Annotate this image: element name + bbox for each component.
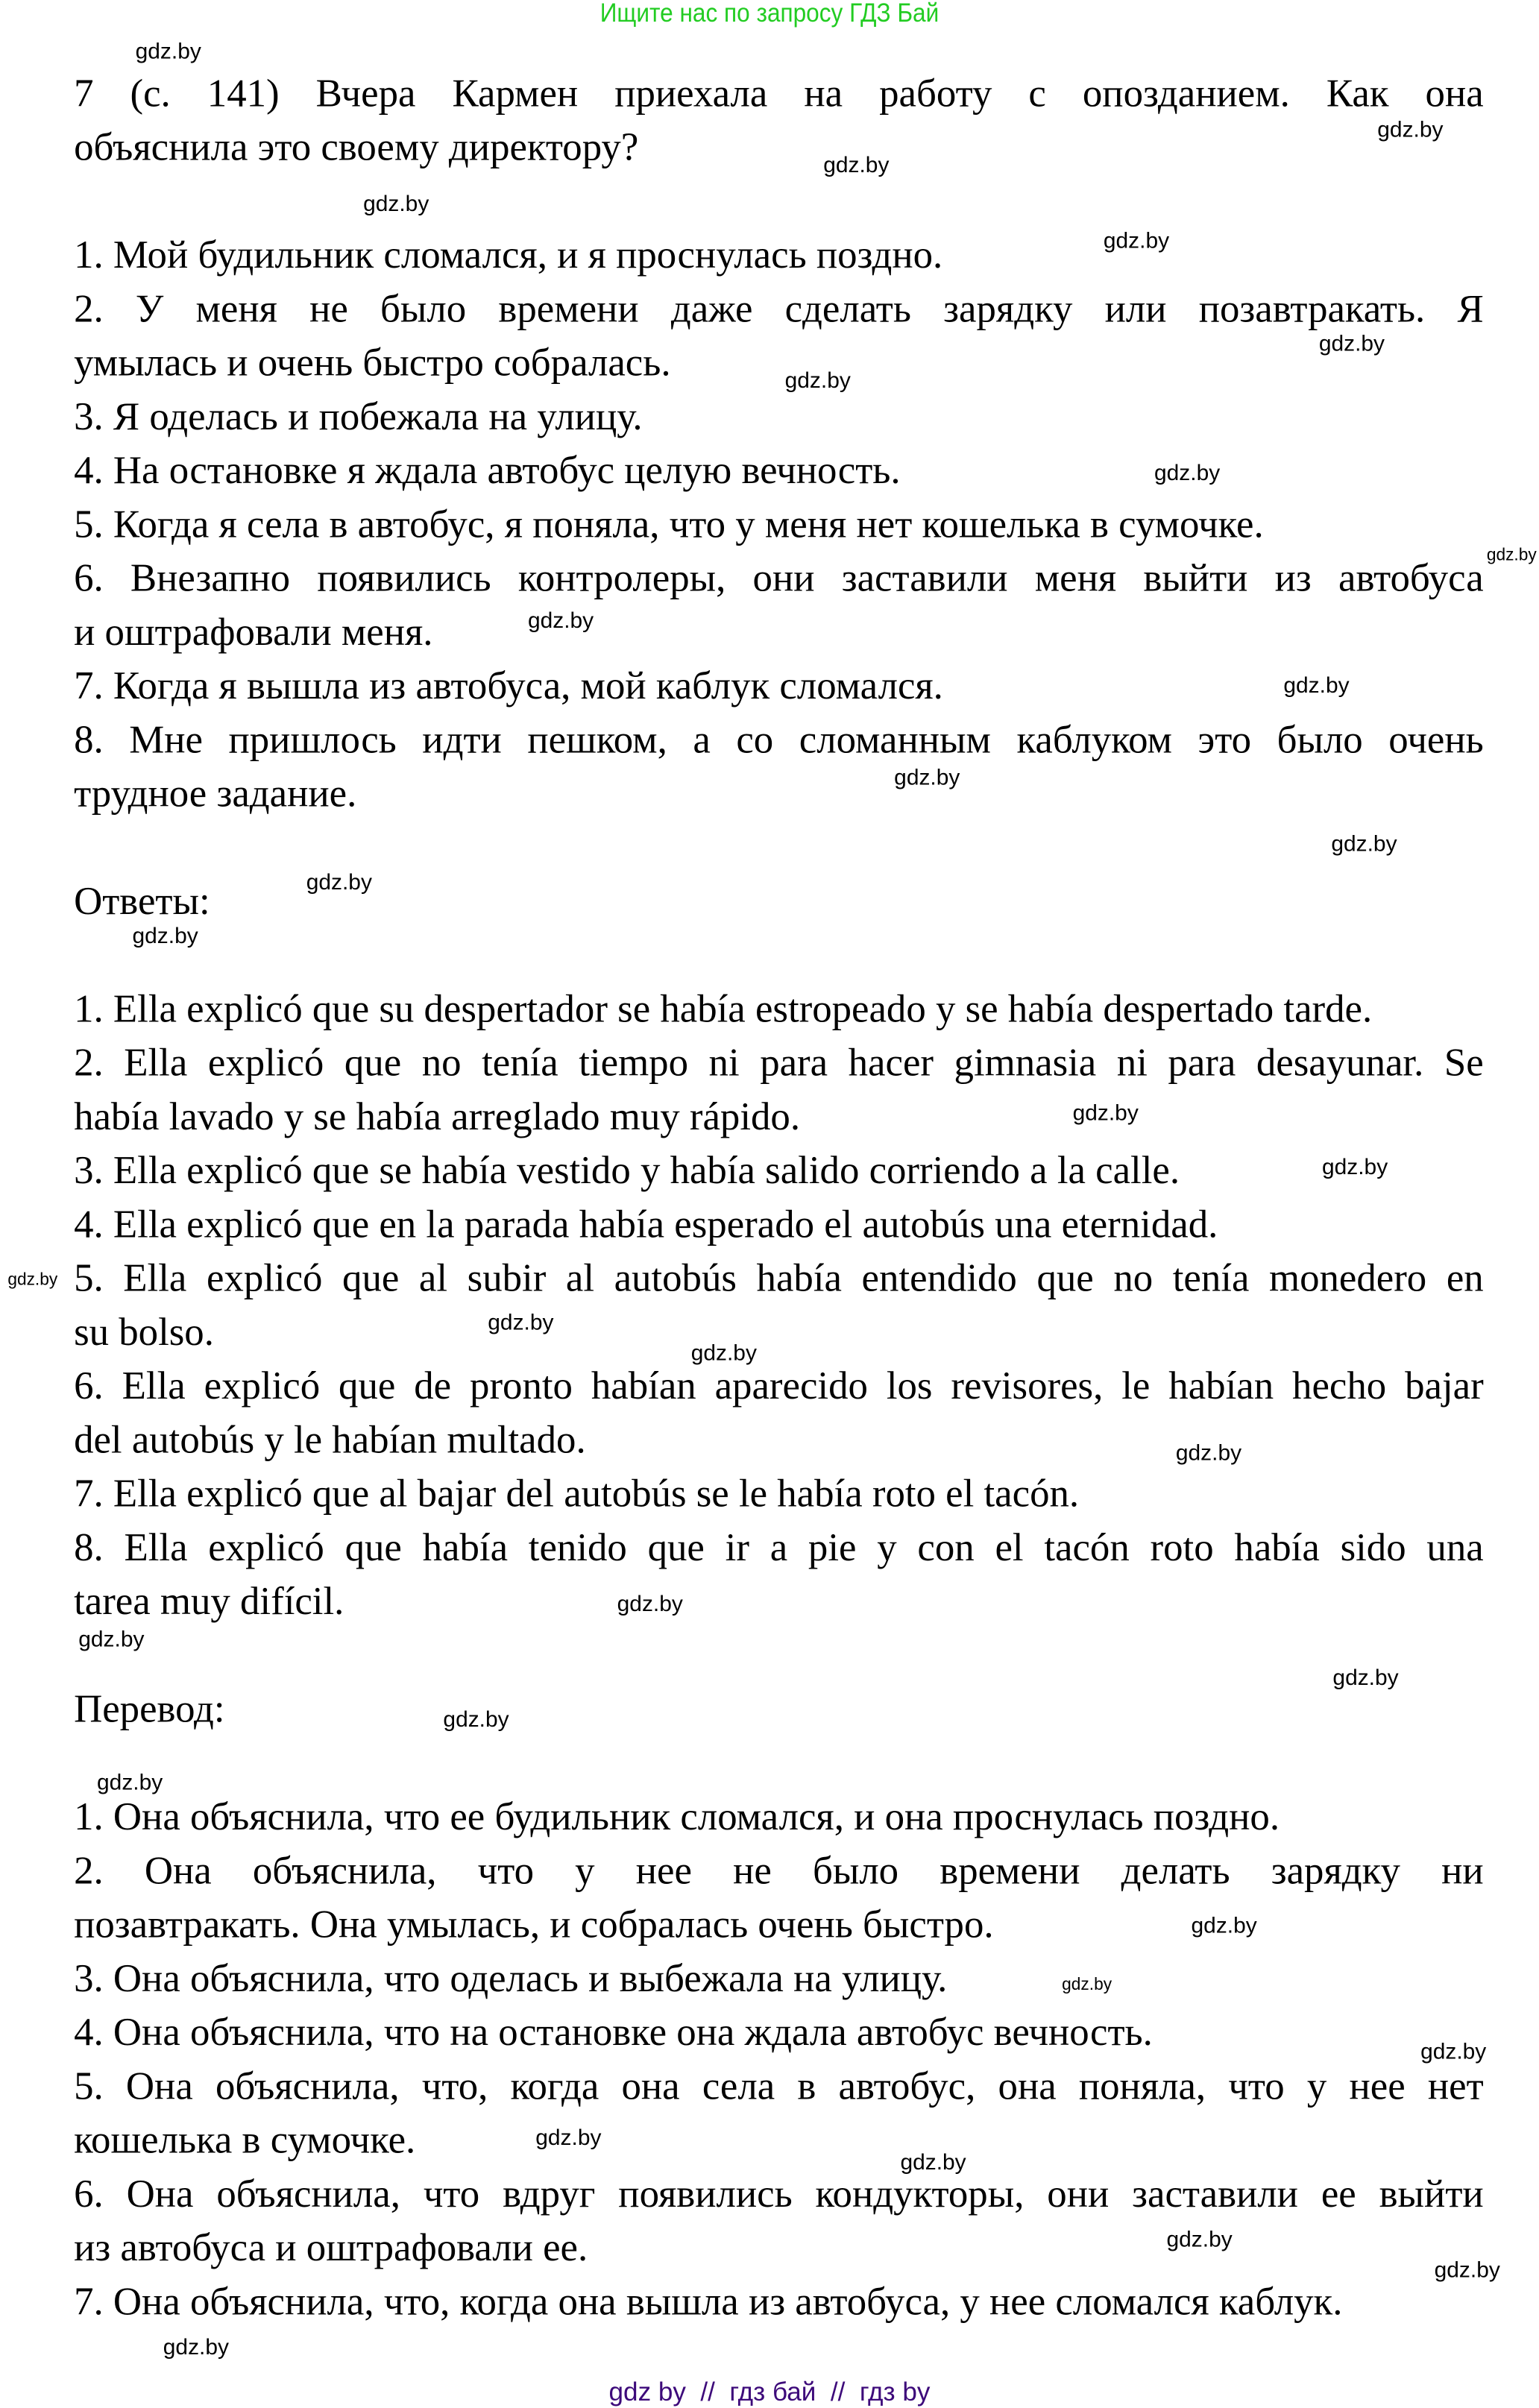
text-line: 2. У меня не было времени даже сделать зарядку или позавтракать. Я [74, 286, 1484, 331]
watermark: gdz.by [97, 1771, 163, 1796]
text-line: 4. Она объяснила, что на остановке она ждала автобус вечность. [74, 2009, 1153, 2055]
blank-line [74, 174, 1484, 227]
watermark: gdz.by [1321, 1156, 1388, 1181]
watermark: gdz.by [132, 924, 198, 950]
text-line: трудное задание. [74, 771, 357, 816]
watermark: gdz.by [78, 1627, 145, 1653]
watermark: gdz.by [1103, 229, 1170, 254]
watermark: gdz.by [894, 766, 960, 791]
search-banner[interactable]: Ищите нас по запросу ГДЗ Бай [599, 0, 940, 28]
text-line: кошелька в сумочке. [74, 2117, 416, 2162]
text-line: 3. Она объяснила, что оделась и выбежала на улицу. [74, 1955, 948, 2001]
watermark: gdz.by [1072, 1101, 1139, 1126]
watermark: gdz.by [1332, 1666, 1399, 1692]
watermark: gdz.by [1420, 2040, 1487, 2065]
watermark: gdz.by [1154, 461, 1221, 487]
text-line: 4. На остановке я ждала автобус целую вечность. [74, 447, 901, 493]
watermark: gdz.by [1331, 832, 1397, 857]
text-line: 7. Когда я вышла из автобуса, мой каблук сломался. [74, 663, 943, 708]
text-line: умылась и очень быстро собралась. [74, 340, 671, 385]
text-line: 2. Она объяснила, что у нее не было времени делать зарядку ни [74, 1847, 1484, 1893]
watermark: gdz.by [7, 1270, 58, 1290]
text-line: 5. Когда я села в автобус, я поняла, что у меня нет кошелька в сумочке. [74, 501, 1264, 546]
text-line: 7. Ella explicó que al bajar del autobús se le había roto el tacón. [74, 1471, 1080, 1516]
text-line: 8. Мне пришлось идти пешком, а со сломанным каблуком это было очень [74, 716, 1484, 762]
text-line: и оштрафовали меня. [74, 609, 433, 655]
watermark: gdz.by [1486, 546, 1537, 565]
text-line: 6. Внезапно появились контролеры, они заставили меня выйти из автобуса [74, 555, 1484, 600]
watermark: gdz.by [784, 369, 851, 394]
text-line: 6. Она объяснила, что вдруг появились кондукторы, они заставили ее выйти [74, 2171, 1484, 2216]
text-line: 1. Она объяснила, что ее будильник сломался, и она проснулась поздно. [74, 1794, 1280, 1839]
text-line: объяснила это своему директору? [74, 125, 639, 170]
watermark: gdz.by [823, 154, 890, 179]
watermark: gdz.by [1283, 674, 1350, 699]
watermark: gdz.by [1434, 2258, 1500, 2283]
text-line: 1. Ella explicó que su despertador se había estropeado y se había despertado tarde. [74, 986, 1373, 1031]
text-line: su bolso. [74, 1309, 214, 1355]
watermark: gdz.by [535, 2126, 602, 2152]
text-line: 8. Ella explicó que había tenido que ir a pie y con el tacón roto había sido una [74, 1525, 1484, 1570]
watermark: gdz.by [163, 2336, 229, 2361]
text-line: tarea muy difícil. [74, 1578, 344, 1624]
text-line: 4. Ella explicó que en la parada había esperado el autobús una eternidad. [74, 1201, 1218, 1246]
text-line: позавтракать. Она умылась, и собралась очень быстро. [74, 1902, 994, 1947]
text-line: из автобуса и оштрафовали ее. [74, 2225, 588, 2270]
blank-line [74, 1628, 1484, 1682]
watermark: gdz.by [527, 609, 594, 634]
watermark: gdz.by [363, 192, 429, 218]
watermark: gdz.by [1377, 118, 1444, 143]
document-body [74, 66, 1487, 2328]
watermark: gdz.by [306, 871, 372, 896]
text-line: Ответы: [74, 878, 210, 924]
watermark: gdz.by [1175, 1441, 1242, 1466]
watermark: gdz.by [135, 40, 201, 65]
text-line: 7 (с. 141) Вчера Кармен приехала на работу с опозданием. Как она [74, 70, 1484, 116]
text-line: 1. Мой будильник сломался, и я проснулась поздно. [74, 232, 943, 277]
watermark: gdz.by [1191, 1914, 1257, 1939]
text-line: 5. Она объяснила, что, когда она села в автобус, она поняла, что у нее нет [74, 2063, 1484, 2108]
watermark: gdz.by [617, 1592, 683, 1618]
blank-line [74, 1736, 1484, 1789]
watermark: gdz.by [1062, 1976, 1112, 1994]
text-line: 3. Ella explicó que se había vestido y había salido corriendo a la calle. [74, 1147, 1180, 1193]
text-line: Перевод: [74, 1686, 225, 1731]
text-line: 3. Я оделась и побежала на улицу. [74, 394, 643, 439]
footer-links[interactable]: gdz by // гдз бай // гдз by [608, 2377, 931, 2407]
watermark: gdz.by [690, 1341, 757, 1367]
blank-line [74, 820, 1484, 874]
text-line: 7. Она объяснила, что, когда она вышла из автобуса, у нее сломался каблук. [74, 2278, 1343, 2324]
text-line: 6. Ella explicó que de pronto habían aparecido los revisores, le habían hecho bajar [74, 1363, 1484, 1408]
text-line: 5. Ella explicó que al subir al autobús había entendido que no tenía monedero en [74, 1255, 1484, 1301]
text-line: había lavado y se había arreglado muy rápido. [74, 1094, 801, 1139]
text-line: 2. Ella explicó que no tenía tiempo ni para hacer gimnasia ni para desayunar. Se [74, 1040, 1484, 1085]
watermark: gdz.by [1166, 2228, 1233, 2253]
watermark: gdz.by [443, 1708, 509, 1733]
text-line: del autobús y le habían multado. [74, 1416, 586, 1462]
watermark: gdz.by [1318, 332, 1385, 357]
blank-line [74, 928, 1484, 982]
watermark: gdz.by [900, 2151, 966, 2176]
watermark: gdz.by [488, 1311, 554, 1336]
